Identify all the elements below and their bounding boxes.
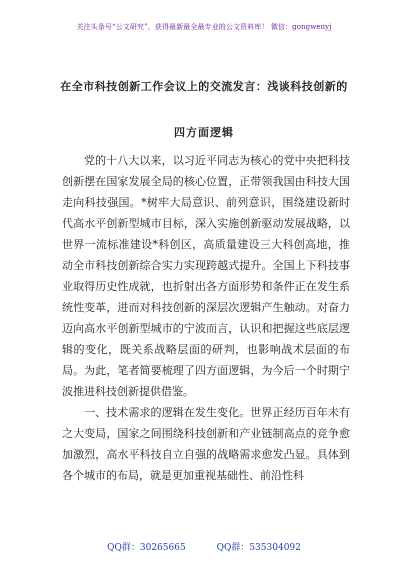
footer-qq-group-2: QQ群：535304092 [216, 543, 301, 553]
body-paragraph: 一、技术需求的逻辑在发生变化。世界正经历百年未有之大变局，国家之间围绕科技创新和产业链制高点的竞争愈加激烈，高水平科技自立自强的战略需求愈发凸显。具体到各个城市的布局，就是更加重视基础性、前沿性科 [62, 406, 350, 482]
document-body [62, 150, 350, 486]
document-subtitle: 四方面逻辑 [174, 126, 234, 139]
document-title: 在全市科技创新工作会议上的交流发言：浅谈科技创新的 [60, 80, 348, 93]
footer-qq-groups [0, 540, 408, 553]
body-paragraph: 党的十八大以来，以习近平同志为核心的党中央把科技创新摆在国家发展全局的核心位置，正带领我国由科技大国走向科技强国。*树牢大局意识、前列意识，围绕建设新时代高水平创新型城市目标，深入实施创新驱动发展战略，以世界一流标准建设*科创区，高质量建设三大科创高地，推动全市科技创新综合实力实现跨越式提升。全国上下科技事业取得历史性成就，也折射出各方面形势和条件正在发生系统性变革，进而对科技创新的深层次逻辑产生触动。对奋力迈向高水平创新型城市的宁波而言，认识和把握这些底层逻辑的变化，既关系战略层面的研判，也影响战术层面的布局。为此，笔者简要梳理了四方面逻辑，为今后一个时期宁波推进科技创新提供借鉴。 [62, 154, 350, 398]
header-banner: 关注头条号“公文研究”，获得最新最全最专业的公文资料库！ 微信：gongwenyj [76, 23, 332, 31]
footer-qq-group-1: QQ群：30265665 [107, 543, 186, 553]
